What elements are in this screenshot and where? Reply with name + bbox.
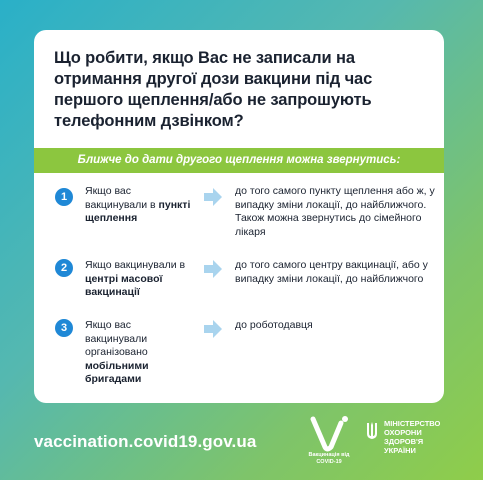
card-title: Що робити, якщо Вас не записали на отримання другої дози вакцини під час першого щеплення/або не запрошують телефонним дзвінком?	[54, 49, 373, 130]
trident-icon	[366, 421, 378, 441]
website-link[interactable]: vaccination.covid19.gov.ua	[34, 432, 257, 451]
vaccination-v-logo	[307, 415, 351, 453]
step-description: до того самого центру вакцинації, або у випадку зміни локації, до найближчого	[235, 259, 428, 285]
subtitle-bar: Ближче до дати другого щеплення можна звернутись:	[34, 148, 444, 173]
step-label-text: Якщо вас вакцинували в	[85, 185, 159, 211]
step-number-badge: 2	[55, 259, 73, 277]
arrow-right-icon	[203, 319, 223, 339]
step-number-badge: 1	[55, 188, 73, 206]
step-label-bold: мобільними бригадами	[85, 359, 149, 385]
step-label	[85, 185, 195, 226]
vaccination-logo-text: Вакцинація від COVID-19	[308, 452, 350, 465]
step-label-text: Якщо вакцинували в	[85, 259, 186, 271]
info-card	[34, 30, 444, 403]
step-description: до роботодавця	[235, 319, 313, 331]
arrow-right-icon	[203, 259, 223, 279]
step-label	[85, 259, 195, 300]
step-label-text: Якщо вас вакцинували організовано	[85, 319, 148, 358]
ministry-logo-text: МІНІСТЕРСТВО ОХОРОНИ ЗДОРОВ'Я УКРАЇНИ	[384, 419, 441, 455]
step-label-bold: пункті щеплення	[85, 198, 191, 224]
step-description: до того самого пункту щеплення або ж, у випадку зміни локації, до найближчого. Також можна звернутись до сімейного лікаря	[235, 185, 435, 238]
arrow-right-icon	[203, 187, 223, 207]
step-number-badge: 3	[55, 319, 73, 337]
step-label-bold: центрі масової вакцинації	[85, 272, 163, 298]
step-label	[85, 319, 195, 387]
